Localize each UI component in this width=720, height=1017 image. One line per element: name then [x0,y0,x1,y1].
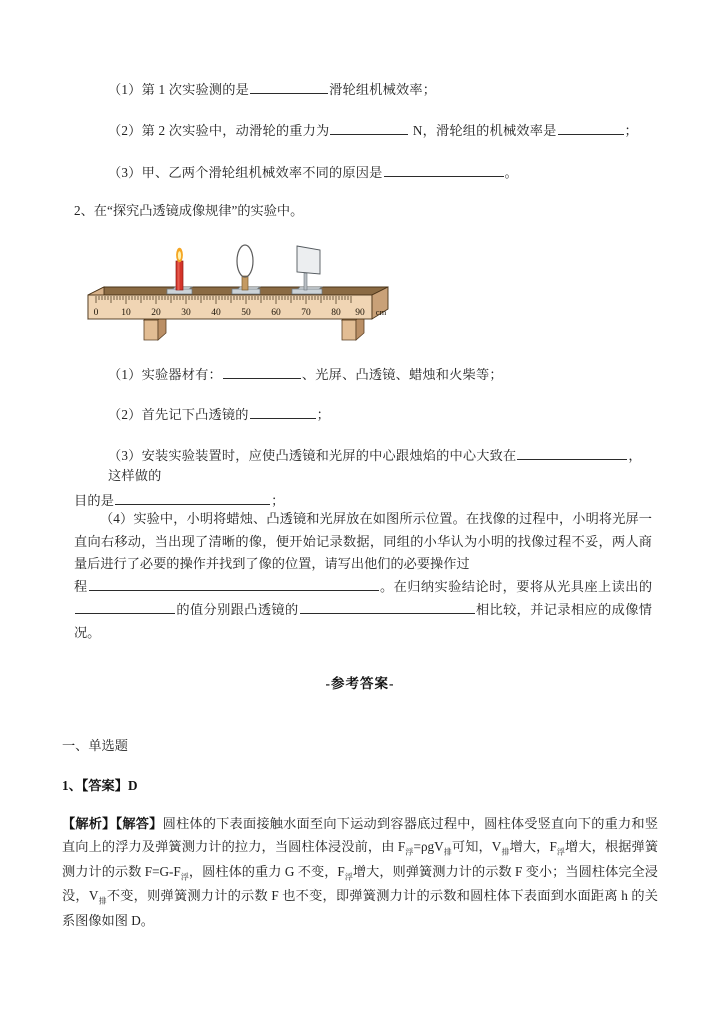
svg-text:20: 20 [151,308,161,318]
svg-text:50: 50 [241,308,251,318]
question-1-3 [108,163,648,183]
question-2-2 [74,405,654,425]
explanation-text-7: 增大，则弹簧测力计的示数 F 变小；当圆柱体完全浸没，V [62,863,658,904]
question-2-3-cont-prefix: 目的是 [74,492,115,508]
subscript-fu-3: 浮 [180,872,189,882]
question-2-2-prefix: （2）首先记下凸透镜的 [108,407,249,423]
answer-blank[interactable] [115,491,270,505]
question-2-3-cont-suffix: ； [271,492,285,508]
question-2-1 [74,365,654,385]
question-2-1-suffix: 、光屏、凸透镜、蜡烛和火柴等； [301,367,503,382]
question-2-subquestions [74,365,654,531]
answer-explanation [62,812,658,932]
answer-blank[interactable] [223,365,301,379]
subscript-fu-2: 浮 [556,847,566,857]
reference-answer-header: -参考答案- [325,676,395,691]
ruler-unit-label: cm [375,307,387,317]
question-1-2-prefix: （2）第 2 次实验中，动滑轮的重力为 [108,123,330,139]
subscript-pai-1: 排 [443,847,452,857]
convex-lens [237,245,253,277]
question-2-2-suffix: ； [316,407,331,423]
svg-text:30: 30 [181,308,191,318]
svg-text:80: 80 [331,308,341,318]
question-2-3-suffix: ，这样做的 [108,447,642,484]
question-1-2-mid: N，滑轮组的机械效率是 [409,123,557,139]
subscript-pai-2: 排 [501,847,510,857]
question-2-4-cont-suffix: 相比较，并记录相应的成像情况。 [74,601,652,640]
question-2-4 [74,508,652,644]
answer-blank[interactable] [384,163,504,177]
answer-section-title: 一、单选题 [62,738,128,753]
question-2-3 [74,446,654,487]
explanation-text-6: ，圆柱体的重力 G 不变，F [188,863,345,879]
question-1-1 [108,80,648,100]
answer-item-1-label: 1、【答案】 [62,778,128,793]
answer-blank[interactable] [300,600,475,614]
question-2-4-text: （4）实验中，小明将蜡烛、凸透镜和光屏放在如图所示位置。在找像的过程中，小明将光屏一直向右移动，当出现了清晰的像，便开始记录数据，同组的小华认为小明的找像过程不妥，两人商量后进行了必要的操作并找到了像的位置，请写出他们的必要操作过 [74,511,652,572]
answer-blank[interactable] [89,578,379,592]
question-1-2 [108,121,648,141]
answer-item-1-value: D [127,778,138,793]
question-1-1-prefix: （1）第 1 次实验测的是 [108,82,250,97]
section-1-questions [108,80,648,204]
candle-flame-inner [178,251,181,260]
svg-text:0: 0 [93,308,99,318]
explanation-text-3: 可知，V [451,839,502,855]
subscript-pai-3: 排 [98,897,107,907]
svg-text:70: 70 [301,308,311,318]
subscript-fu-1: 浮 [405,847,414,857]
explanation-text-8: 不变，则弹簧测力计的示数 F 也不变，即弹簧测力计的示数和圆柱体下表面到水面距离 h 的关系图像如图 D。 [62,888,658,929]
question-2-3-prefix: （3）安装实验装置时，应使凸透镜和光屏的中心跟烛焰的中心大致在 [108,447,517,463]
explanation-text-5: 增大，根据弹簧测力计的示数 F=G-F [62,839,659,879]
screen-stem [304,273,307,290]
explanation-text-4: 增大，F [509,839,557,855]
question-1-1-suffix: 滑轮组机械效率； [329,82,437,97]
answer-blank[interactable] [250,80,328,94]
svg-text:40: 40 [211,308,221,318]
svg-text:90: 90 [355,308,365,318]
question-1-3-prefix: （3）甲、乙两个滑轮组机械效率不同的原因是 [108,164,383,180]
answer-blank[interactable] [558,122,624,136]
question-2-4-cont-mid: 。在归纳实验结论时，要将从光具座上读出的 [379,579,653,595]
explanation-tag-analysis: 【解析】 [62,816,116,831]
explanation-text-2: =ρgV [413,839,444,855]
answer-item-1 [62,775,137,794]
lens-stem [242,276,248,290]
svg-text:10: 10 [121,308,131,318]
answer-blank[interactable] [330,122,408,136]
answer-blank[interactable] [75,600,175,614]
question-2-1-prefix: （1）实验器材有： [108,367,222,382]
light-screen-panel [297,246,320,274]
question-2-4-cont-mid2: 的值分别跟凸透镜的 [176,601,299,617]
question-1-3-suffix: 。 [504,164,518,180]
svg-text:60: 60 [271,308,281,318]
question-2-4-cont-prefix: 程 [74,579,88,595]
question-2-stem: 2、在“探究凸透镜成像规律”的实验中。 [74,203,304,218]
optical-bench-diagram [66,243,396,343]
subscript-fu-4: 浮 [344,872,353,882]
answer-blank[interactable] [250,406,316,420]
answer-blank[interactable] [517,446,627,460]
explanation-tag-solution: 【解答】 [115,816,163,831]
explanation-text-1: 圆柱体的下表面接触水面至向下运动到容器底过程中，圆柱体受竖直向下的重力和竖直向上的浮力及弹簧测力计的拉力，当圆柱体浸没前，由 F [62,816,659,855]
question-1-2-suffix: ； [624,123,638,139]
